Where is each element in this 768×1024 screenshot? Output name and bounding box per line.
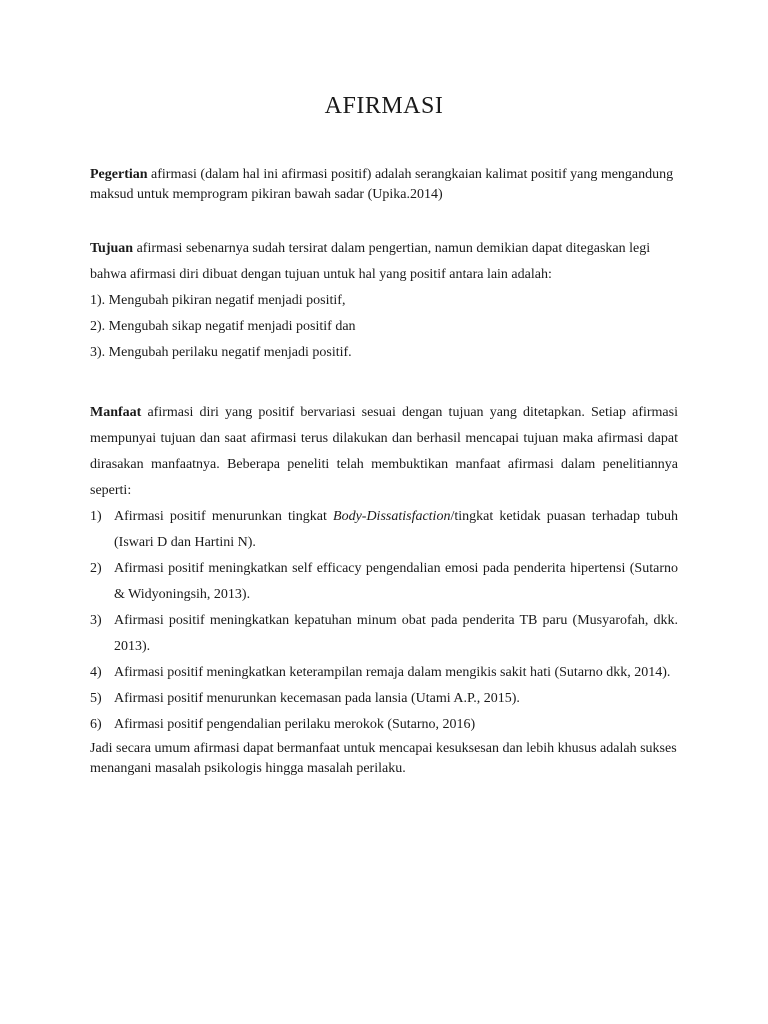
definition-section bbox=[90, 165, 678, 204]
benefit-item bbox=[90, 686, 678, 712]
benefit-item bbox=[90, 504, 678, 556]
definition-term: Pegertian bbox=[90, 167, 148, 182]
benefits-paragraph bbox=[90, 400, 678, 504]
benefit-italic-term: Body-Dissatisfaction bbox=[333, 509, 451, 524]
definition-text: afirmasi (dalam hal ini afirmasi positif) adalah serangkaian kalimat positif yang mengandung maksud untuk memprogram pikiran bawah sadar (Upika.2014) bbox=[90, 167, 674, 202]
benefits-term: Manfaat bbox=[90, 405, 142, 420]
benefit-text-after: /tingkat ketidak puasan terhadap tubuh (Iswari D dan Hartini N). bbox=[114, 509, 678, 550]
benefit-text: Afirmasi positif meningkatkan keterampilan remaja dalam mengikis sakit hati (Sutarno dkk, 2014). bbox=[114, 665, 671, 680]
purpose-text: afirmasi sebenarnya sudah tersirat dalam pengertian, namun demikian dapat ditegaskan legi bahwa afirmasi diri dibuat dengan tujuan untuk hal yang positif antara lain adalah: bbox=[90, 241, 651, 282]
benefit-number: 6) bbox=[90, 717, 102, 732]
benefit-item bbox=[90, 608, 678, 660]
closing-paragraph: Jadi secara umum afirmasi dapat bermanfaat untuk mencapai kesuksesan dan lebih khusus adalah sukses menangani masalah psikologis hingga masalah perilaku. bbox=[90, 741, 677, 776]
purpose-section bbox=[90, 236, 678, 366]
benefit-item bbox=[90, 712, 678, 738]
benefit-number: 5) bbox=[90, 691, 102, 706]
benefits-text: afirmasi diri yang positif bervariasi sesuai dengan tujuan yang ditetapkan. Setiap afirmasi mempunyai tujuan dan saat afirmasi terus dilakukan dan berhasil mencapai tujuan maka afirmasi dapat dirasakan manfaatnya. Beberapa peneliti telah membuktikan manfaat afirmasi dalam penelitiannya seperti: bbox=[90, 405, 678, 498]
benefit-number: 2) bbox=[90, 561, 102, 576]
purpose-term: Tujuan bbox=[90, 241, 134, 256]
purpose-item: 2). Mengubah sikap negatif menjadi positif dan bbox=[90, 319, 356, 334]
benefit-text: Afirmasi positif meningkatkan kepatuhan minum obat pada penderita TB paru (Musyarofah, dkk. 2013). bbox=[114, 613, 678, 654]
purpose-paragraph bbox=[90, 236, 678, 288]
page-title: AFIRMASI bbox=[324, 93, 444, 119]
purpose-item: 3). Mengubah perilaku negatif menjadi positif. bbox=[90, 345, 352, 360]
benefit-number: 4) bbox=[90, 665, 102, 680]
benefits-section bbox=[90, 400, 678, 778]
definition-paragraph bbox=[90, 165, 678, 204]
benefit-item bbox=[90, 556, 678, 608]
benefit-text: Afirmasi positif pengendalian perilaku merokok (Sutarno, 2016) bbox=[114, 717, 476, 732]
benefit-text: Afirmasi positif meningkatkan self efficacy pengendalian emosi pada penderita hipertensi (Sutarno & Widyoningsih, 2013). bbox=[114, 561, 678, 602]
benefit-text-before: Afirmasi positif menurunkan tingkat bbox=[114, 509, 334, 524]
benefit-number: 1) bbox=[90, 509, 102, 524]
purpose-item: 1). Mengubah pikiran negatif menjadi positif, bbox=[90, 293, 346, 308]
benefit-text: Afirmasi positif menurunkan kecemasan pada lansia (Utami A.P., 2015). bbox=[114, 691, 520, 706]
benefit-number: 3) bbox=[90, 613, 102, 628]
benefit-item bbox=[90, 660, 678, 686]
